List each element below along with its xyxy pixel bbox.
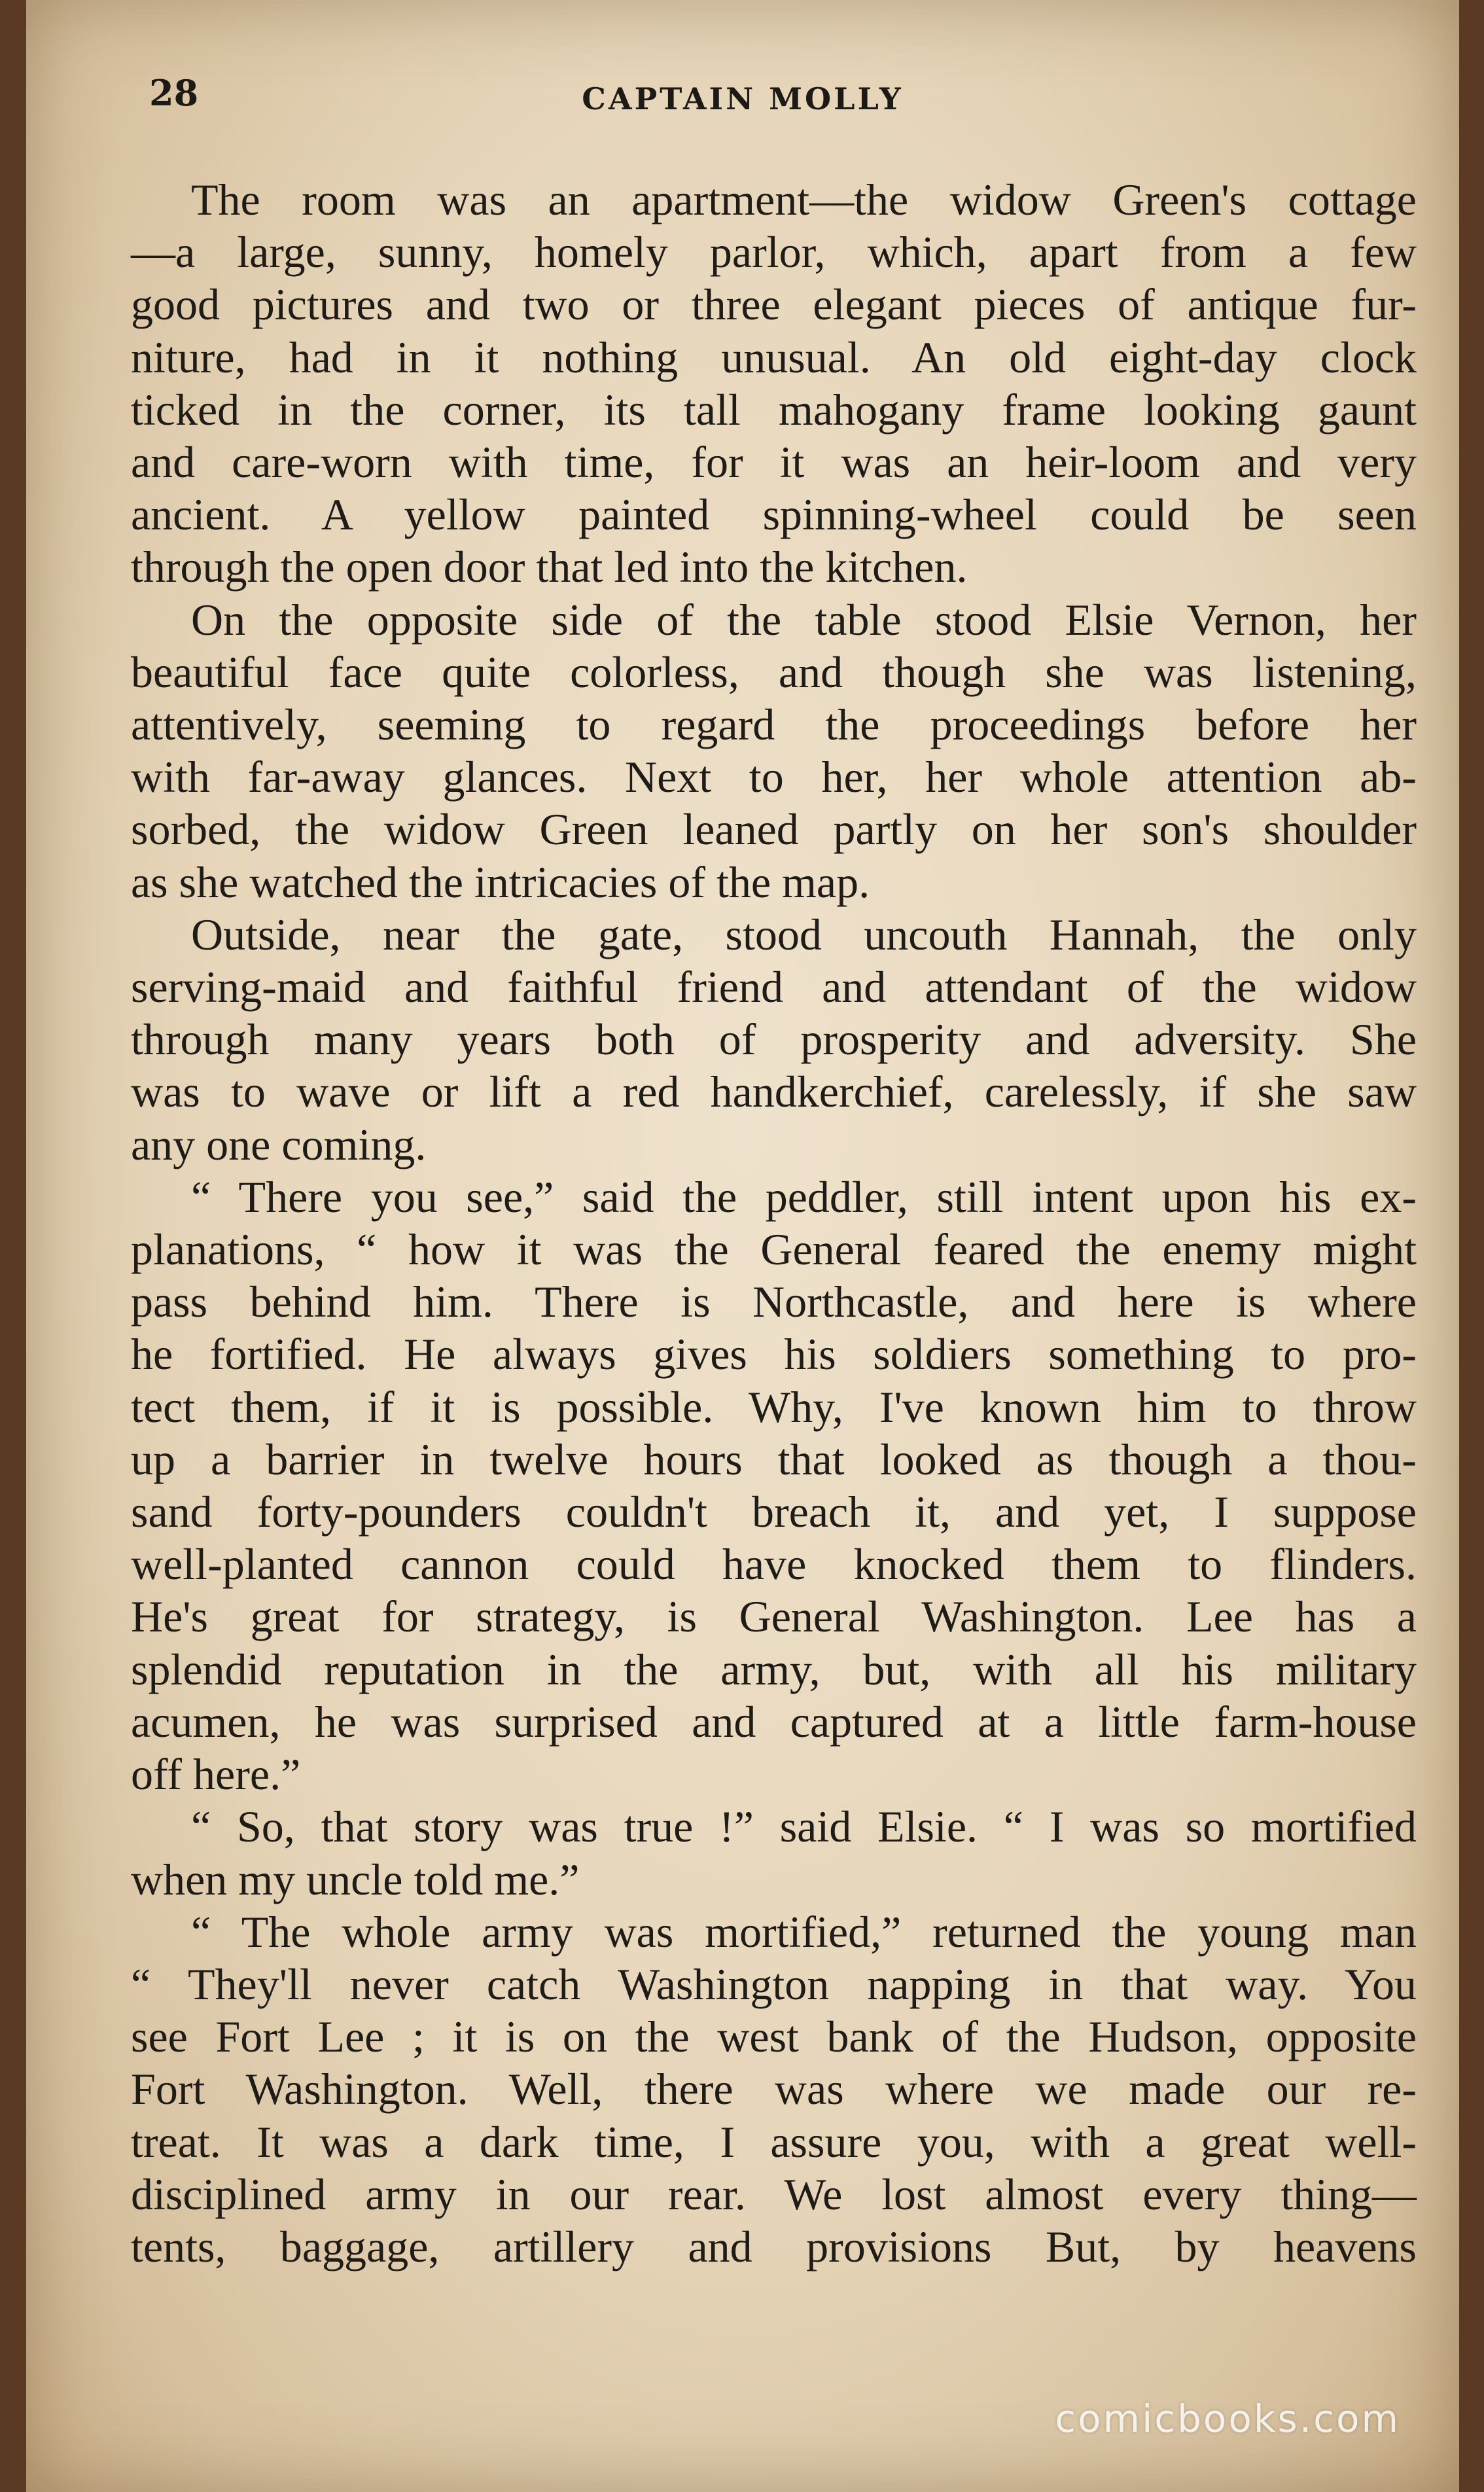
text-line: —a large, sunny, homely parlor, which, apart from a few: [131, 227, 1417, 277]
text-line: Fort Washington. Well, there was where we made our re-: [131, 2064, 1417, 2114]
text-line: serving-maid and faithful friend and attendant of the widow: [131, 962, 1417, 1012]
text-line: with far-away glances. Next to her, her whole attention ab-: [131, 752, 1417, 802]
text-line: any one coming.: [131, 1119, 427, 1169]
text-line: through many years both of prosperity and adversity. She: [131, 1014, 1417, 1065]
text-line: tect them, if it is possible. Why, I've known him to throw: [131, 1381, 1417, 1432]
text-line: disciplined army in our rear. We lost almost every thing—: [131, 2169, 1417, 2219]
text-line: sand forty-pounders couldn't breach it, and yet, I suppose: [131, 1487, 1417, 1537]
text-line: and care-worn with time, for it was an heir-loom and very: [131, 437, 1417, 488]
page-number: 28: [149, 72, 199, 114]
text-line: The room was an apartment—the widow Green's cottage: [191, 175, 1417, 224]
text-line: ancient. A yellow painted spinning-wheel could be seen: [131, 490, 1417, 540]
text-line: as she watched the intricacies of the map.: [131, 857, 870, 907]
text-line: tents, baggage, artillery and provisions But, by heavens: [131, 2221, 1417, 2271]
text-line: On the opposite side of the table stood Elsie Vernon, her: [191, 594, 1417, 645]
text-line: treat. It was a dark time, I assure you, with a great well-: [131, 2116, 1417, 2167]
text-line: splendid reputation in the army, but, with all his military: [131, 1644, 1417, 1694]
text-line: “ So, that story was true !” said Elsie. “ I was so mortified: [191, 1802, 1417, 1852]
text-line: niture, had in it nothing unusual. An old eight-day clock: [131, 332, 1417, 382]
text-line: “ They'll never catch Washington napping in that way. You: [131, 1959, 1417, 2009]
text-line: see Fort Lee ; it is on the west bank of the Hudson, opposite: [131, 2012, 1417, 2062]
running-title: CAPTAIN MOLLY: [582, 81, 904, 116]
text-line: he fortified. He always gives his soldiers something to pro-: [131, 1329, 1417, 1380]
text-line: well-planted cannon could have knocked them to flinders.: [131, 1539, 1417, 1590]
text-line: when my uncle told me.”: [131, 1854, 580, 1904]
text-line: “ There you see,” said the peddler, still intent upon his ex-: [191, 1171, 1417, 1222]
text-line: planations, “ how it was the General feared the enemy might: [131, 1224, 1417, 1275]
text-line: pass behind him. There is Northcastle, and here is where: [131, 1277, 1417, 1327]
text-line: was to wave or lift a red handkerchief, carelessly, if she saw: [131, 1067, 1417, 1117]
page-header: [26, 72, 1459, 124]
text-line: good pictures and two or three elegant pieces of antique fur-: [131, 279, 1417, 330]
text-line: up a barrier in twelve hours that looked as though a thou-: [131, 1434, 1417, 1484]
text-line: sorbed, the widow Green leaned partly on her son's shoulder: [131, 804, 1417, 855]
body-text: [131, 173, 1417, 2273]
text-line: through the open door that led into the kitchen.: [131, 542, 968, 592]
text-line: beautiful face quite colorless, and though she was listening,: [131, 647, 1417, 697]
text-line: off here.”: [131, 1749, 301, 1800]
text-line: ticked in the corner, its tall mahogany frame looking gaunt: [131, 384, 1417, 435]
text-line: acumen, he was surprised and captured at a little farm-house: [131, 1696, 1417, 1747]
book-page: [26, 0, 1459, 2492]
text-line: Outside, near the gate, stood uncouth Hannah, the only: [191, 909, 1417, 959]
site-watermark: comicbooks.com: [1055, 2396, 1400, 2441]
text-line: He's great for strategy, is General Washington. Lee has a: [131, 1592, 1417, 1642]
text-line: attentively, seeming to regard the proceedings before her: [131, 700, 1417, 750]
text-line: “ The whole army was mortified,” returned the young man: [191, 1906, 1417, 1957]
